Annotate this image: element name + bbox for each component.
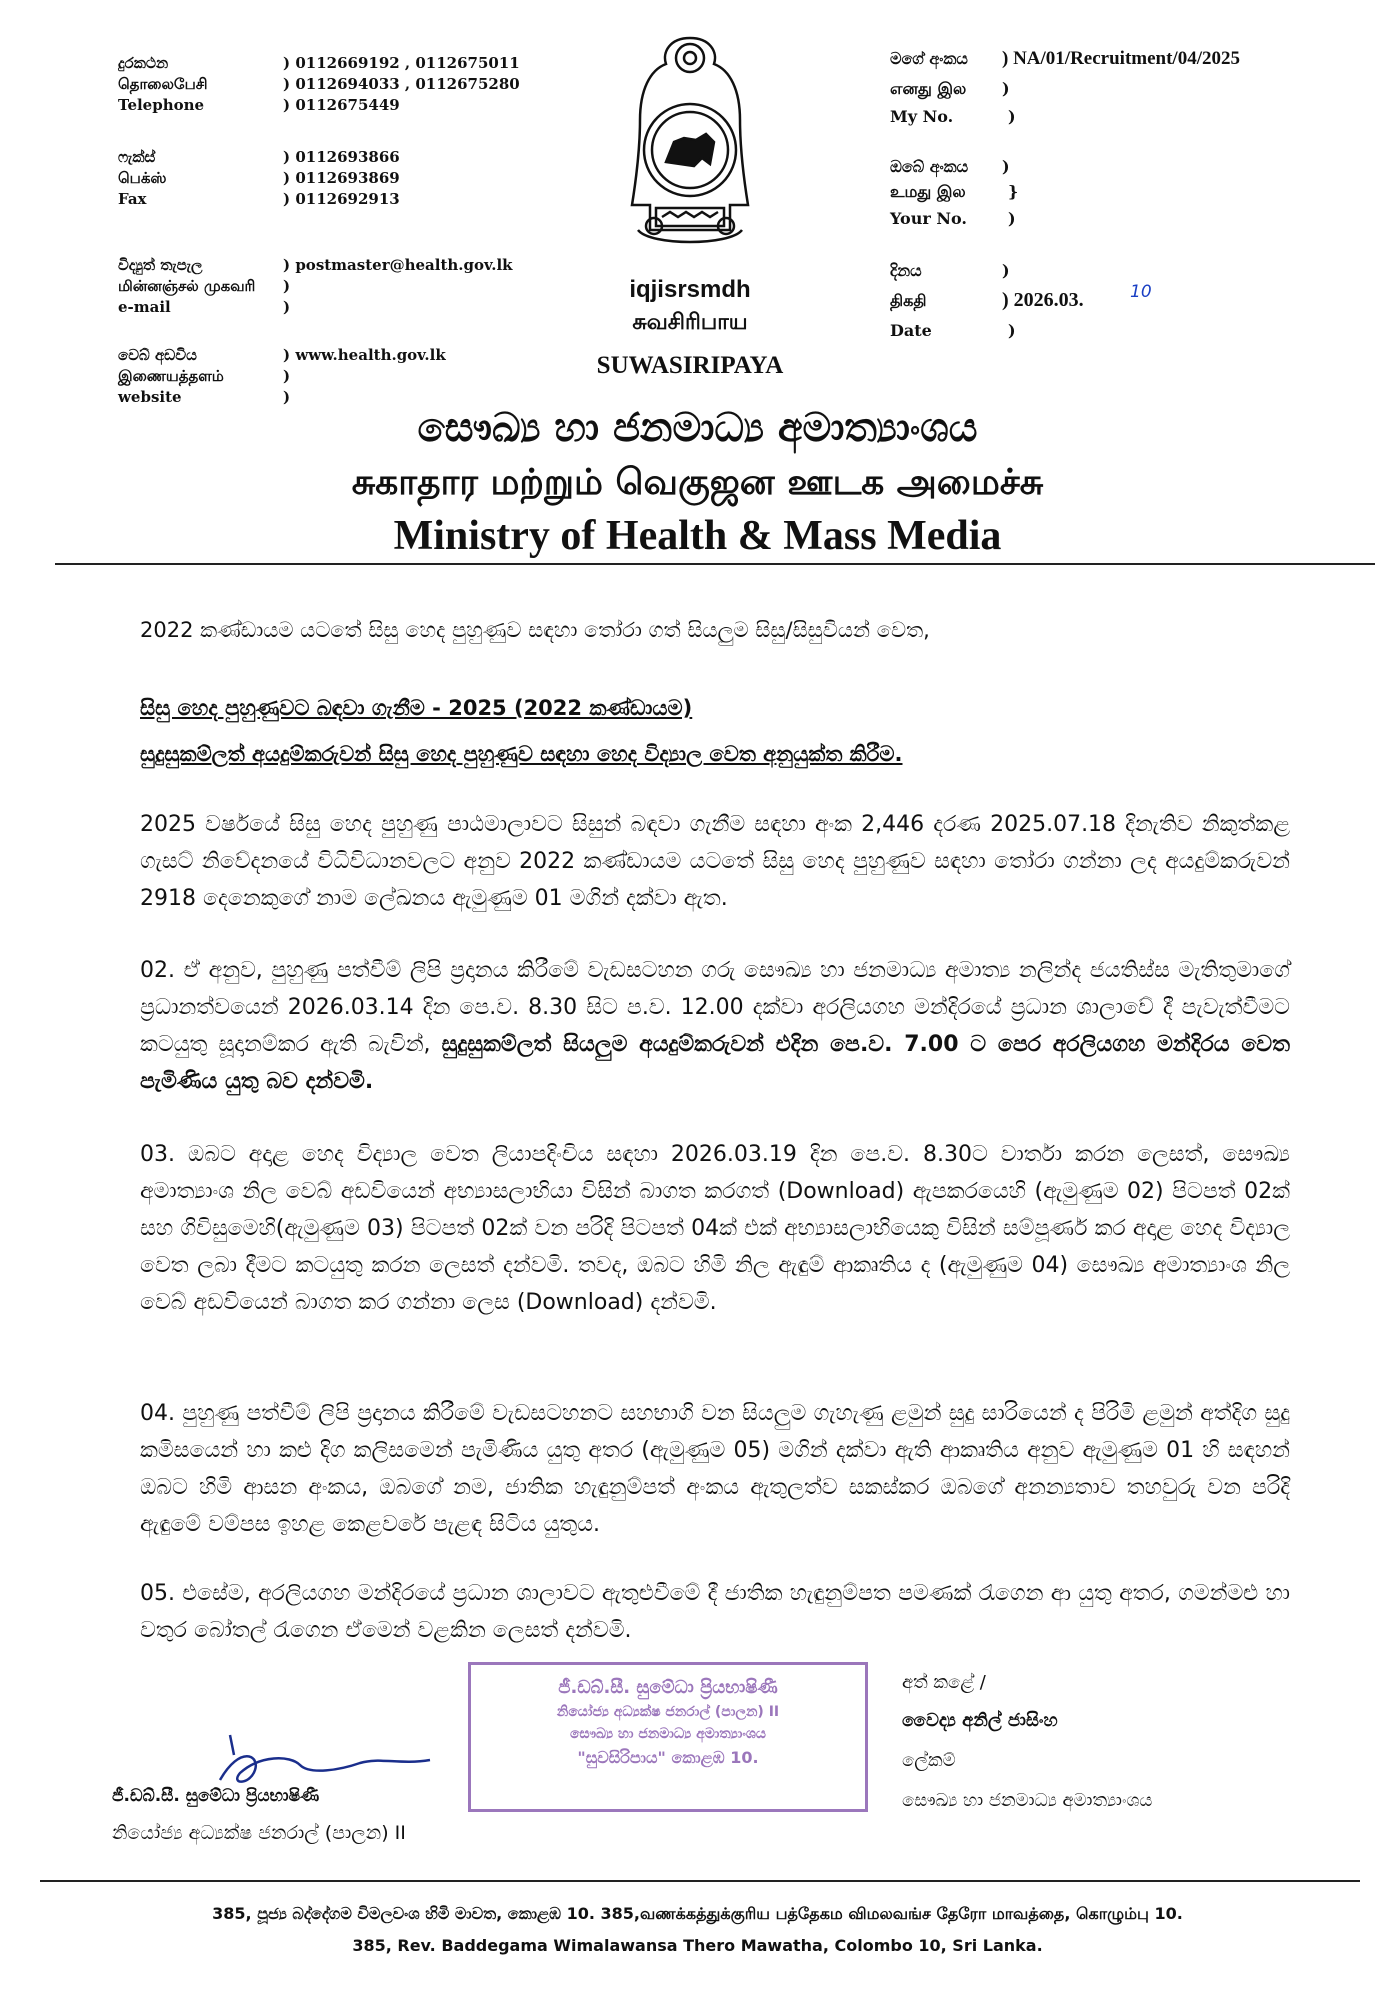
fax-value-2: ) 0112693869 (283, 169, 400, 187)
email-value-3: ) (283, 298, 291, 316)
my-no-value-3: ) (1008, 107, 1016, 126)
your-no-label-en: Your No. (890, 209, 967, 228)
date-label-en: Date (890, 321, 932, 340)
sri-lanka-emblem-icon (610, 30, 770, 255)
website-label-en: website (118, 388, 182, 406)
my-no-label-ta: எனது இல (890, 79, 967, 98)
telephone-label-si: දුරකථන (118, 54, 169, 72)
your-no-label-si: ඔබේ අංකය (890, 157, 969, 176)
addressee: 2022 කණ්ඩායම යටතේ සිසු හෙද පුහුණුව සඳහා තෝරා ගත් සියලුම සිසු/සිසුවියන් වෙත, (140, 618, 930, 642)
fax-value-3: ) 0112692913 (283, 190, 400, 208)
ministry-name-sinhala: සෞඛ්‍ය හා ජනමාධ්‍ය අමාත්‍යාංශය (417, 405, 978, 451)
center-title-tamil: சுவசிரிபாய (632, 310, 748, 335)
approver-title: ලේකම් (902, 1750, 956, 1771)
website-label-si: වෙබ් අඩවිය (118, 346, 197, 364)
signatory-title: නියෝජ්‍ය අධ්‍යක්ෂ ජනරාල් (පාලන) II (112, 1822, 406, 1844)
official-stamp (468, 1662, 868, 1812)
my-no-label-en: My No. (890, 107, 954, 126)
stamp-line-1: ජී.ඩබ්.සී. සුමේධා ප්‍රියභාෂිණී (558, 1677, 778, 1698)
paragraph-4: 04. පුහුණු පත්වීම් ලිපි ප්‍රදානය කිරීමේ වැඩසටහනට සහභාගි වන සියලුම ගැහැණු ළමුන් සුදු සාරියෙන් ද පිරිමි ළමුන් අත්දිග සුදු කමිසයෙන් හා කළු දිග කලිසමෙන් පැමිණිය යුතු අතර (ඇමුණුම 05) මගින් දක්වා ඇති ආකෘතිය අනුව ඇමුණුම 01 හි සඳහන් ඔබට හිමි ආසන අංකය, ඔබගේ නම, ජාතික හැඳුනුම්පත් අංකය ඇතුලත්ව සකස්කර ඔබගේ අනන්‍යතාව තහවුරු වන පරිදි ඇඳුමේ වම්පස ඉහළ කෙළවරේ පැළඳ සිටිය යුතුය. (140, 1401, 1290, 1537)
email-label-en: e-mail (118, 298, 171, 316)
my-no-value: ) NA/01/Recruitment/04/2025 (1002, 48, 1240, 69)
footer-address-si-ta: 385, පූජ්‍ය බද්දේගම විමලවංශ හිමි මාවත, කොළඹ 10. 385,வணக்கத்துக்குரிய பத்தேகம விமலவங்ச தேரோ மாவத்தை, கொழும்பு 10. (212, 1904, 1183, 1923)
telephone-value-3: ) 0112675449 (283, 96, 400, 114)
subject-line-1: සිසු හෙද පුහුණුවට බඳවා ගැනීම - 2025 (2022 කණ්ඩායම) (140, 696, 693, 720)
date-label-ta: திகதி (890, 291, 927, 310)
center-title-legacy: iqjisrsmdh (629, 276, 751, 303)
footer-divider (40, 1880, 1360, 1882)
fax-label-si: ෆැක්ස් (118, 148, 156, 166)
approver-ministry: සෞඛ්‍ය හා ජනමාධ්‍ය අමාත්‍යාංශය (902, 1790, 1153, 1811)
date-value-3: ) (1008, 321, 1016, 340)
your-no-label-ta: உமது இல (890, 182, 966, 201)
telephone-label-ta: தொலைபேசி (118, 75, 208, 93)
your-no-value: ) (1002, 157, 1010, 176)
paragraph-2-emphasis: සුදුසුකම්ලත් සියලුම අයදුම්කරුවන් එදින පෙ.ව. 7.00 ට පෙර අරලියගහ මන්දිරය වෙත පැමිණිය යුතු බව දන්වමි. (140, 1032, 1290, 1094)
website-value-2: ) (283, 367, 291, 385)
fax-label-ta: பெக்ஸ் (118, 169, 167, 187)
paragraph-2-text: 02. ඒ අනුව, පුහුණු පත්වීම් ලිපි ප්‍රදානය කිරීමේ වැඩසටහන ගරු සෞඛ්‍ය හා ජනමාධ්‍ය අමාත්‍ය නලින්ද ජයතිස්ස මැතිතුමාගේ ප්‍රධානත්වයෙන් 2026.03.14 දින පෙ.ව. 8.30 සිට ප.ව. 12.00 දක්වා අරලියගහ මන්දිරයේ ප්‍රධාන ශාලාවේ දී පැවැත්වීමට කටයුතු සූදානම්කර ඇති බැවින්, (140, 958, 1290, 1057)
ministry-name-tamil: சுகாதார மற்றும் வெகுஜன ஊடக அமைச்சு (351, 462, 1044, 503)
email-label-si: විද්‍යුත් තැපැල (118, 256, 203, 274)
paragraph-1: 2025 වර්ෂයේ සිසු හෙද පුහුණු පාඨමාලාවට සිසුන් බඳවා ගැනීම සඳහා අංක 2,446 දරණ 2025.07.18 දිනැතිව නිකුත්කළ ගැසට් නිවේදනයේ විධිවිධානවලට අනුව 2022 කණ්ඩායම යටතේ සිසු හෙද පුහුණුව සඳහා තෝරා ගන්නා ලද අයදුම්කරුවන් 2918 දෙනෙකුගේ නාම ලේඛනය ඇමුණුම 01 මගින් දක්වා ඇත. (140, 812, 1290, 911)
fax-value-1: ) 0112693866 (283, 148, 400, 166)
stamp-line-3: සෞඛ්‍ය හා ජනමාධ්‍ය අමාත්‍යාංශය (570, 1726, 766, 1742)
your-no-value-3: ) (1008, 209, 1016, 228)
email-label-ta: மின்னஞ்சல் முகவரி (118, 277, 256, 295)
subject-line-2: සුදුසුකම්ලත් අයදුම්කරුවන් සිසු හෙද පුහුණුව සඳහා හෙද විද්‍යාල වෙත අනුයුක්ත කිරීම. (140, 742, 903, 766)
paragraph-2 (140, 952, 1290, 1100)
website-value[interactable]: ) www.health.gov.lk (283, 346, 446, 364)
stamp-line-2: නියෝජ්‍ය අධ්‍යක්ෂ ජනරාල් (පාලන) II (556, 1704, 780, 1720)
fax-label-en: Fax (118, 190, 147, 208)
approver-line-1: අත් කළේ / (902, 1672, 986, 1693)
email-value-2: ) (283, 277, 291, 295)
date-value: ) (1002, 261, 1010, 280)
ministry-name-english: Ministry of Health & Mass Media (393, 513, 1002, 559)
approver-name: වෛද්‍ය අනිල් ජාසිංහ (902, 1710, 1058, 1731)
center-title-english: SUWASIRIPAYA (596, 352, 784, 379)
signatory-name: ජී.ඩබ්.සී. සුමේධා ප්‍රියභාෂිණී (112, 1786, 320, 1806)
telephone-value-2: ) 0112694033 , 0112675280 (283, 75, 520, 93)
my-no-label-si: මගේ අංකය (890, 49, 968, 68)
header-divider (55, 563, 1375, 565)
email-value[interactable]: ) postmaster@health.gov.lk (283, 256, 513, 274)
your-no-value-2: } (1008, 182, 1019, 201)
date-label-si: දිනය (890, 261, 922, 280)
paragraph-3: 03. ඔබට අදාළ හෙද විද්‍යාල වෙත ලියාපදිංචිය සඳහා 2026.03.19 දින පෙ.ව. 8.30ට වාර්තා කරන ලෙසත්, සෞඛ්‍ය අමාත්‍යාංශ නිල වෙබ් අඩවියෙන් අභ්‍යාසලාභියා විසින් බාගත කරගත් (Download) ඇපකරයෙහි (ඇමුණුම 02) පිටපත් 02ක් සහ ගිවිසුමෙහි(ඇමුණුම 03) පිටපත් 02ක් වන පරිදි පිටපත් 04ක් එක් අභ්‍යාසලාභියෙකු විසින් සම්පූර්ණ කර අදාළ හෙද විද්‍යාල වෙත ලබා දීමට කටයුතු කරන ලෙසත් දන්වමි. තවද, ඔබට හිමි නිල ඇඳුම් ආකෘතිය ද (ඇමුණුම 04) සෞඛ්‍ය අමාත්‍යාංශ නිල වෙබ් අඩවියෙන් බාගත කර ගන්නා ලෙස (Download) දන්වමි. (140, 1142, 1290, 1315)
paragraph-5: 05. එසේම, අරලියගහ මන්දිරයේ ප්‍රධාන ශාලාවට ඇතුළුවීමේ දී ජාතික හැඳුනුම්පත පමණක් රැගෙන ආ යුතු අතර, ගමන්මළු හා වතුර බෝතල් රැගෙන ඒමෙන් වළකින ලෙසත් දන්වමි. (140, 1581, 1290, 1643)
website-label-ta: இணையத்தளம் (118, 367, 224, 385)
website-value-3: ) (283, 388, 291, 406)
footer-address-en: 385, Rev. Baddegama Wimalawansa Thero Mawatha, Colombo 10, Sri Lanka. (352, 1936, 1043, 1955)
telephone-value-1: ) 0112669192 , 0112675011 (283, 54, 520, 72)
date-value-main: ) 2026.03. (1002, 289, 1084, 311)
stamp-line-4: "සුවසිරිපාය" කොළඹ 10. (577, 1748, 759, 1767)
my-no-value-2: ) (1002, 79, 1010, 98)
telephone-label-en: Telephone (118, 96, 205, 114)
handwritten-day: 10 (1130, 282, 1152, 302)
